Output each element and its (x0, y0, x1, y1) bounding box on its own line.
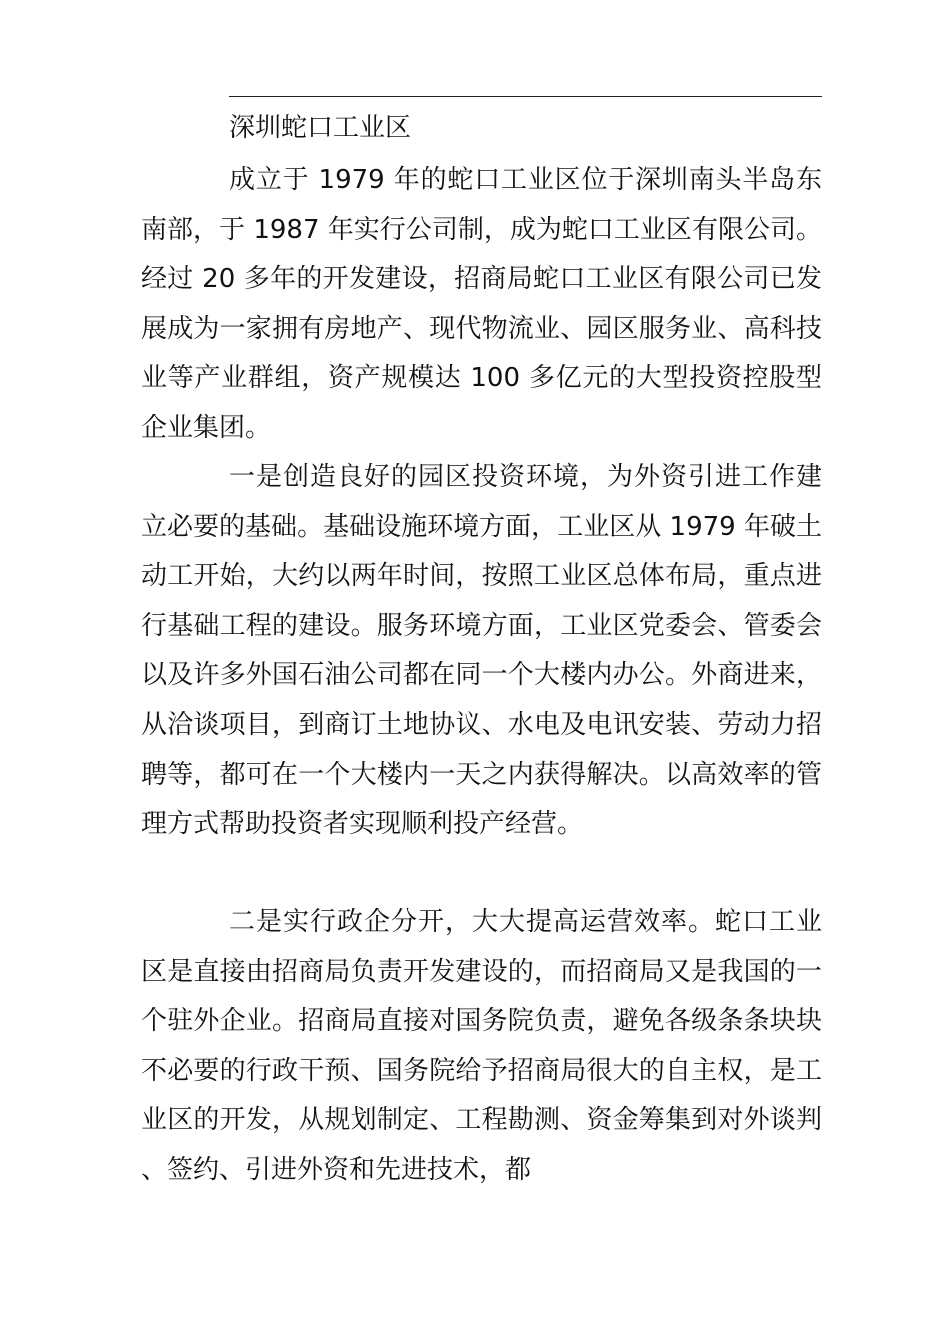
header-rule (229, 96, 822, 97)
paragraph-separation-of-government: 二是实行政企分开，大大提高运营效率。蛇口工业区是直接由招商局负责开发建设的，而招商局又是我国的一个驻外企业。招商局直接对国务院负责，避免各级条条块块不必要的行政干预、国务院给予招商局很大的自主权，是工业区的开发，从规划制定、工程勘测、资金筹集到对外谈判、签约、引进外资和先进技术，都 (141, 907, 822, 1185)
paragraph-intro: 成立于 1979 年的蛇口工业区位于深圳南头半岛东南部，于 1987 年实行公司制，成为蛇口工业区有限公司。经过 20 多年的开发建设，招商局蛇口工业区有限公司已发展成为一家拥有房地产、现代物流业、园区服务业、高科技业等产业群组，资产规模达 100 多亿元的大型投资控股型企业集团。 (141, 165, 822, 443)
paragraph-investment-environment: 一是创造良好的园区投资环境，为外资引进工作建立必要的基础。基础设施环境方面，工业区从 1979 年破土动工开始，大约以两年时间，按照工业区总体布局，重点进行基础工程的建设。服务环境方面，工业区党委会、管委会以及许多外国石油公司都在同一个大楼内办公。外商进来，从洽谈项目，到商订土地协议、水电及电讯安装、劳动力招聘等，都可在一个大楼内一天之内获得解决。以高效率的管理方式帮助投资者实现顺利投产经营。 (141, 462, 822, 840)
section-heading: 深圳蛇口工业区 (229, 113, 412, 143)
